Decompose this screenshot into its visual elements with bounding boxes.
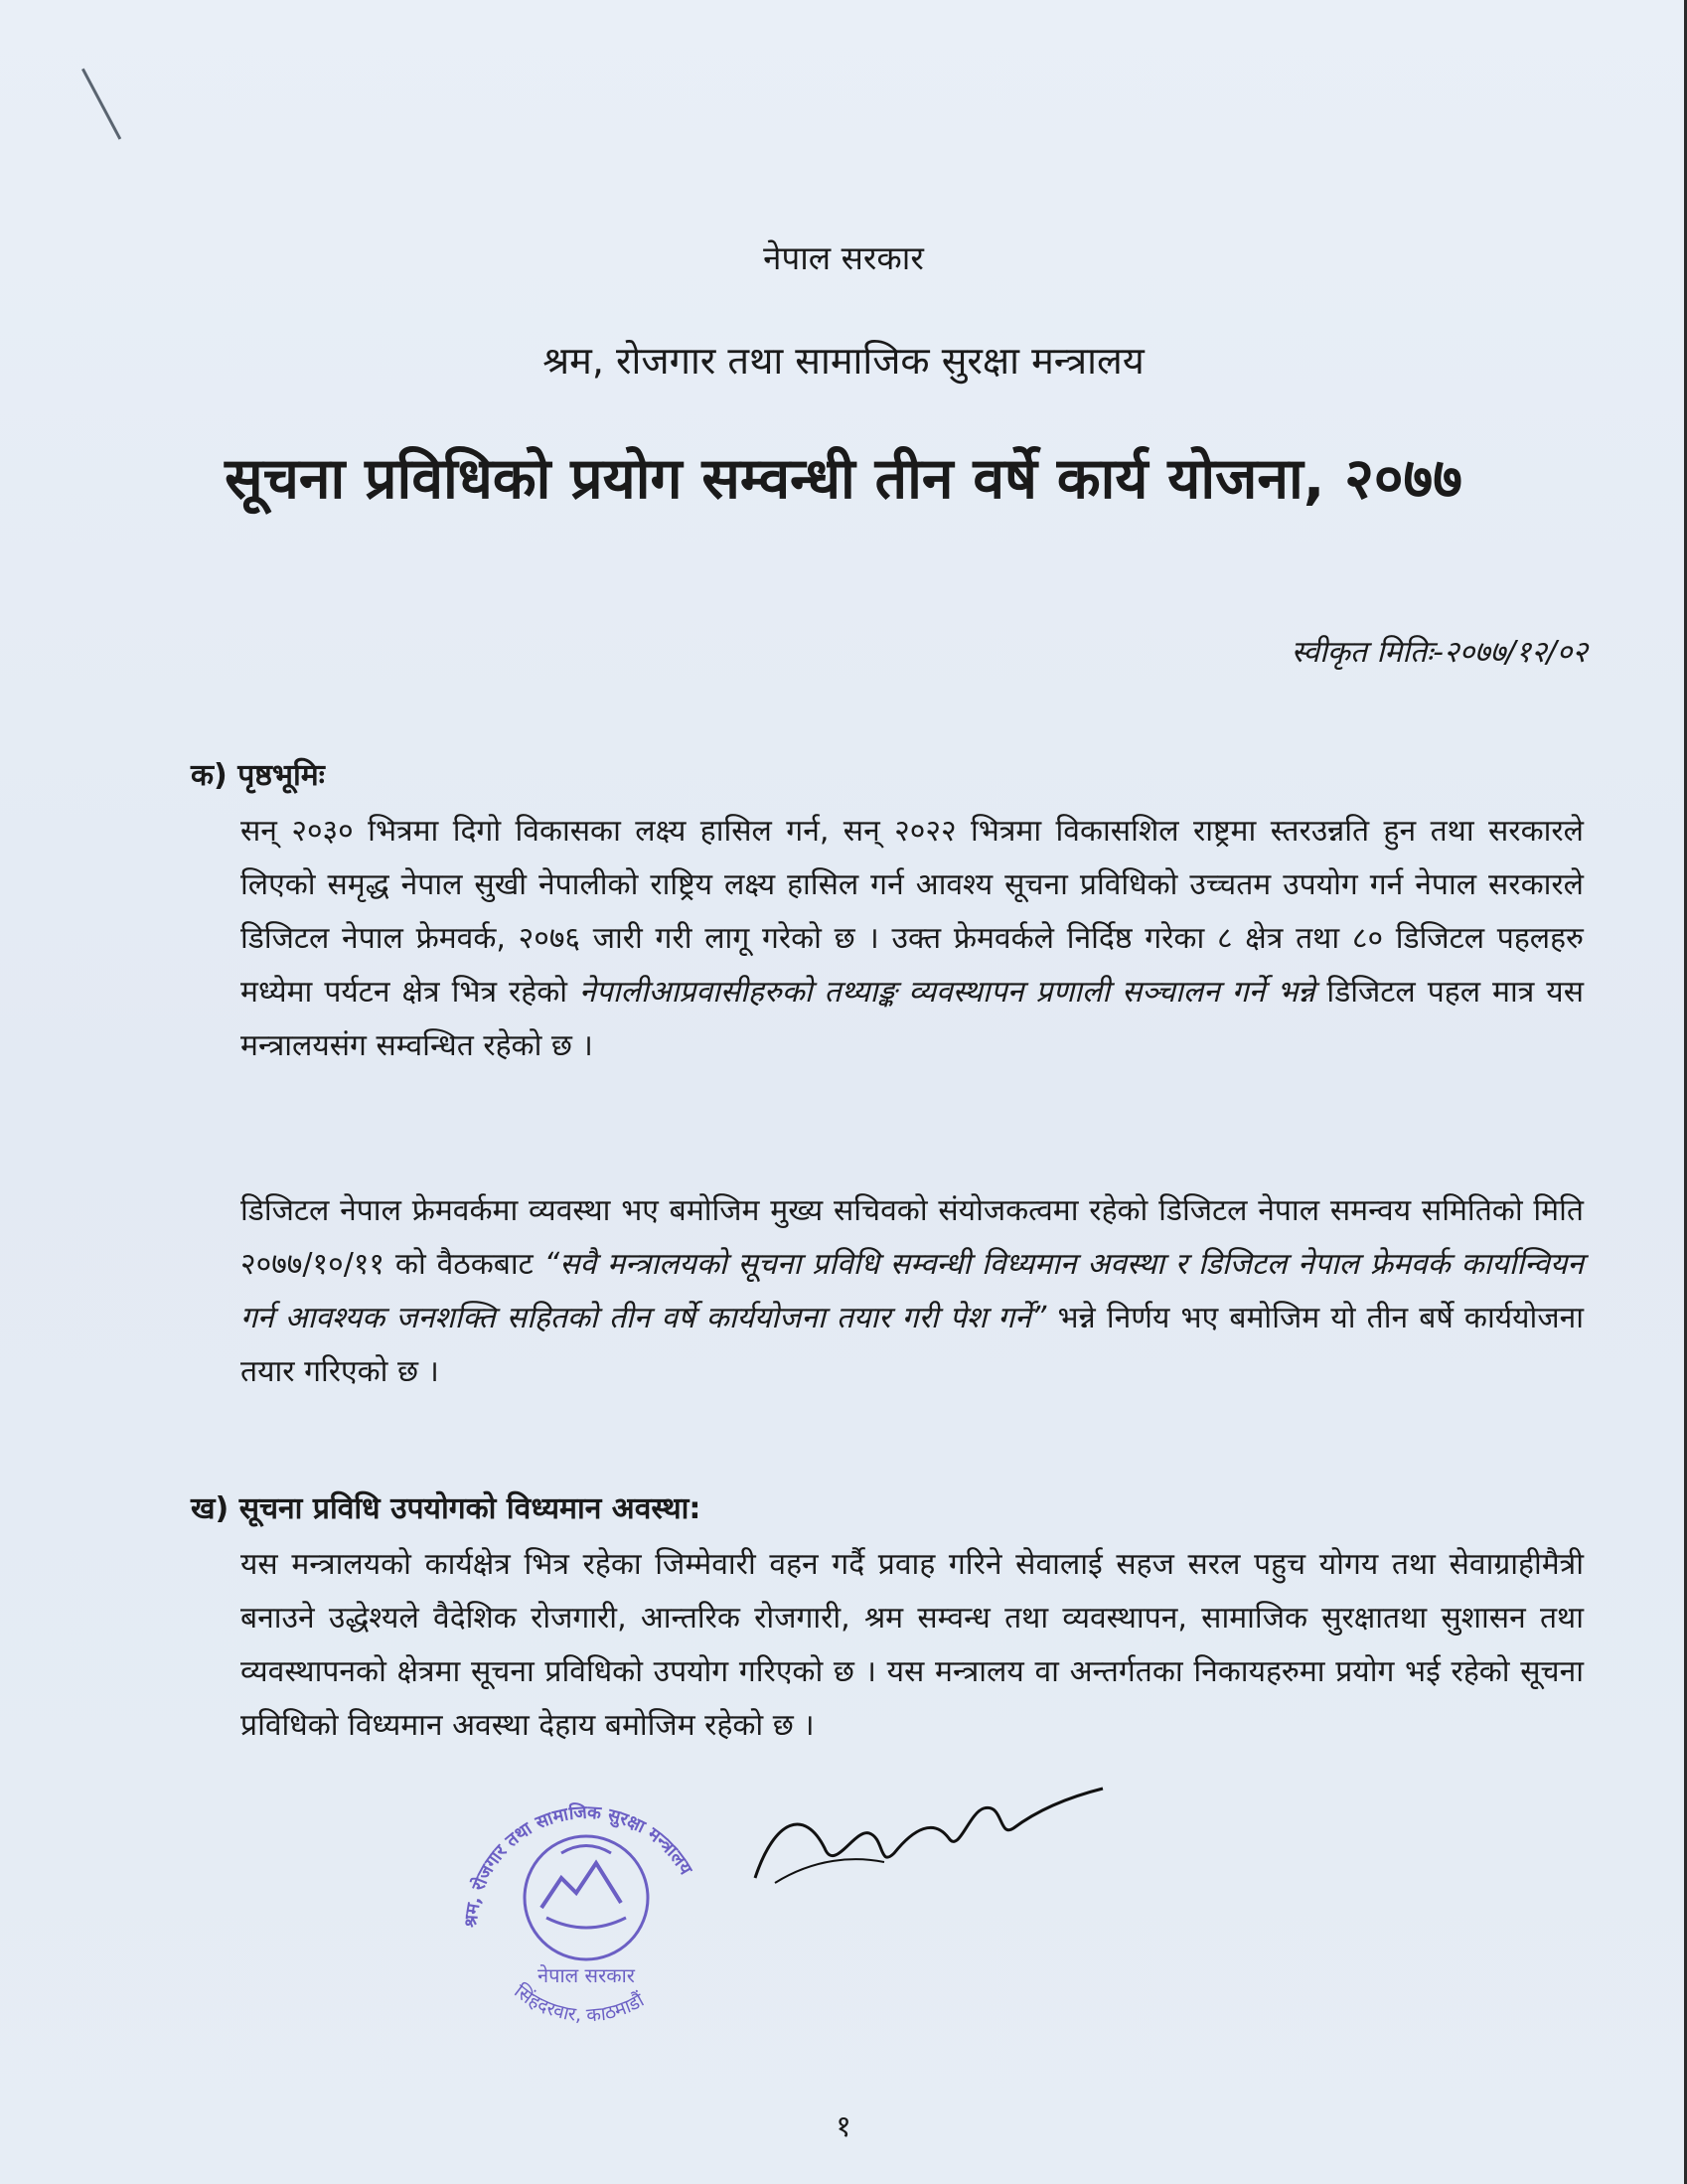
page-number: १ [836, 2109, 851, 2144]
section-b-paragraph: यस मन्त्रालयको कार्यक्षेत्र भित्र रहेका जिम्मेवारी वहन गर्दै प्रवाह गरिने सेवालाई सहज सरल पहुच योगय तथा सेवाग्राहीमैत्री बनाउने उद्धेश्यले वैदेशिक रोजगारी, आन्तरिक रोजगारी, श्रम सम्वन्ध तथा व्यवस्थापन, सामाजिक सुरक्षातथा सुशासन तथा व्यवस्थापनको क्षेत्रमा सूचना प्रविधिको उपयोग गरिएको छ । यस मन्त्रालय वा अन्तर्गतका निकायहरुमा प्रयोग भई रहेको सूचना प्रविधिको विध्यमान अवस्था देहाय बमोजिम रहेको छ । [240, 1547, 1584, 1743]
scan-mark [81, 69, 121, 140]
italic-phrase: नेपालीआप्रवासीहरुको तथ्याङ्क व्यवस्थापन प्रणाली सञ्चालन गर्ने भन्ने [579, 975, 1315, 1010]
paragraph-text: डिजिटल पहल मात्र यस मन्त्रालयसंग सम्वन्धित रहेको छ । [240, 975, 1584, 1063]
official-seal [437, 1769, 735, 2067]
italic-phrase: “सवै मन्त्रालयको सूचना प्रविधि सम्वन्धी विध्यमान अवस्था र डिजिटल नेपाल फ्रेमवर्क कार्यान्वियन गर्न आवश्यक जनशक्ति सहितको तीन वर्षे कार्ययोजना तयार गरी पेश गर्ने” [240, 1247, 1584, 1335]
signature [735, 1759, 1113, 1908]
government-name: नेपाल सरकार [763, 238, 924, 277]
section-b-heading: ख) सूचना प्रविधि उपयोगको विध्यमान अवस्था: [191, 1491, 701, 1526]
seal-arc-text: श्रम, रोजगार तथा सामाजिक सुरक्षा मन्त्रालय [460, 1801, 696, 1929]
section-a-paragraph-1 [240, 805, 1584, 1073]
document-title: सूचना प्रविधिको प्रयोग सम्वन्धी तीन वर्षे कार्य योजना, २०७७ [225, 446, 1462, 512]
svg-text:श्रम, रोजगार तथा सामाजिक सुरक् [461, 1801, 697, 1929]
section-a-heading: क) पृष्ठभूमिः [191, 758, 325, 793]
section-a-paragraph-2 [240, 1184, 1584, 1399]
seal-bottom-text: सिंहदरवार, काठमाडौं [510, 1979, 649, 2027]
paragraph-text: डिजिटल नेपाल फ्रेमवर्कमा व्यवस्था भए बमोजिम मुख्य सचिवको संयोजकत्वमा रहेको डिजिटल नेपाल समन्वय समितिको मिति २०७७/१०/११ को वैठकबाट [240, 1193, 1584, 1282]
paragraph-text: भन्ने निर्णय भए बमोजिम यो तीन बर्षे कार्ययोजना तयार गरिएको छ । [240, 1301, 1584, 1389]
approved-date: स्वीकृत मितिः-२०७७/१२/०२ [1291, 635, 1588, 670]
ministry-name: श्रम, रोजगार तथा सामाजिक सुरक्षा मन्त्रालय [542, 339, 1145, 383]
paragraph-text: सन् २०३० भित्रमा दिगो विकासका लक्ष्य हासिल गर्न, सन् २०२२ भित्रमा विकासशिल राष्ट्रमा स्तरउन्नति हुन तथा सरकारले लिएको समृद्ध नेपाल सुखी नेपालीको राष्ट्रिय लक्ष्य हासिल गर्न आवश्य सूचना प्रविधिको उच्चतम उपयोग गर्न नेपाल सरकारले डिजिटल नेपाल फ्रेमवर्क, २०७६ जारी गरी लागू गरेको छ । उक्त फ्रेमवर्कले निर्दिष्ठ गरेका ८ क्षेत्र तथा ८० डिजिटल पहलहरु मध्येमा पर्यटन क्षेत्र भित्र रहेको [240, 814, 1584, 1010]
seal-center-text: नेपाल सरकार [537, 1963, 635, 1987]
